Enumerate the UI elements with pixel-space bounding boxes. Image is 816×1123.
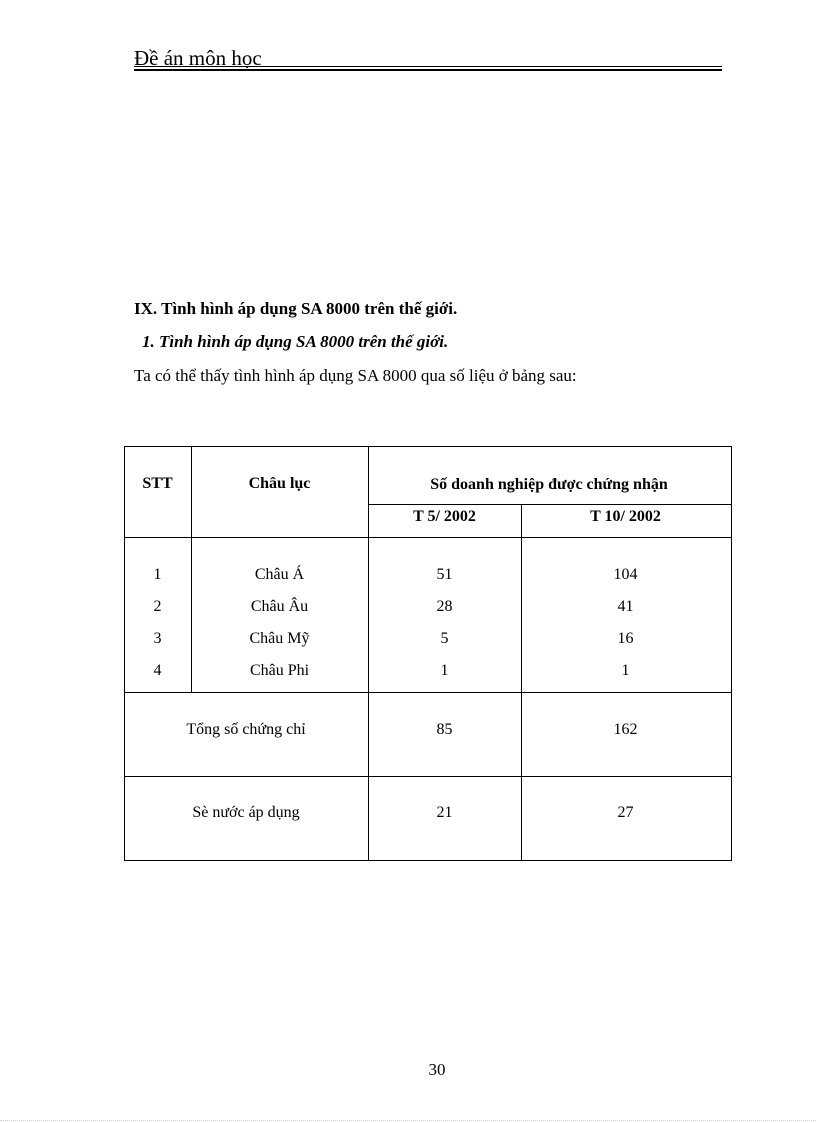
col-header-continent: Châu lục <box>248 475 311 492</box>
row-period-2: 104 <box>613 566 638 583</box>
header-rule <box>134 66 722 67</box>
header-title: Đề án môn học <box>134 46 262 70</box>
total-period-2: 162 <box>613 721 638 738</box>
row-period-2: 16 <box>617 630 634 647</box>
row-continent: Châu Âu <box>250 598 309 615</box>
table-divider <box>124 537 731 538</box>
page-bottom-border <box>0 1120 816 1121</box>
col-header-period-1: T 5/ 2002 <box>413 508 476 525</box>
row-continent: Châu Á <box>254 566 305 583</box>
col-header-stt: STT <box>142 475 173 492</box>
table-divider <box>124 776 731 777</box>
row-period-1: 51 <box>436 566 453 583</box>
countries-period-1: 21 <box>436 804 453 821</box>
row-continent: Châu Phi <box>249 662 310 679</box>
row-period-1: 1 <box>440 662 449 679</box>
row-continent: Châu Mỹ <box>249 630 310 647</box>
countries-label: Sè nước áp dụng <box>192 804 300 821</box>
total-label: Tổng số chứng chỉ <box>186 721 306 738</box>
row-stt: 1 <box>153 566 162 583</box>
col-header-period-2: T 10/ 2002 <box>590 508 661 525</box>
page-number: 30 <box>428 1060 446 1079</box>
header-rule-thick <box>134 69 722 71</box>
countries-period-2: 27 <box>617 804 634 821</box>
table-divider <box>124 692 731 693</box>
row-period-1: 5 <box>440 630 449 647</box>
row-period-2: 41 <box>617 598 634 615</box>
intro-paragraph: Ta có thể thấy tình hình áp dụng SA 8000 qua số liệu ở bảng sau: <box>134 366 577 385</box>
section-heading: IX. Tình hình áp dụng SA 8000 trên thế giới. <box>134 299 458 318</box>
row-period-2: 1 <box>621 662 630 679</box>
row-stt: 3 <box>153 630 162 647</box>
col-header-certified: Số doanh nghiệp được chứng nhận <box>430 476 668 493</box>
row-period-1: 28 <box>436 598 453 615</box>
subsection-heading: 1. Tình hình áp dụng SA 8000 trên thế giới. <box>142 332 449 351</box>
row-stt: 4 <box>153 662 162 679</box>
row-stt: 2 <box>153 598 162 615</box>
table-divider <box>368 504 731 505</box>
total-period-1: 85 <box>436 721 453 738</box>
